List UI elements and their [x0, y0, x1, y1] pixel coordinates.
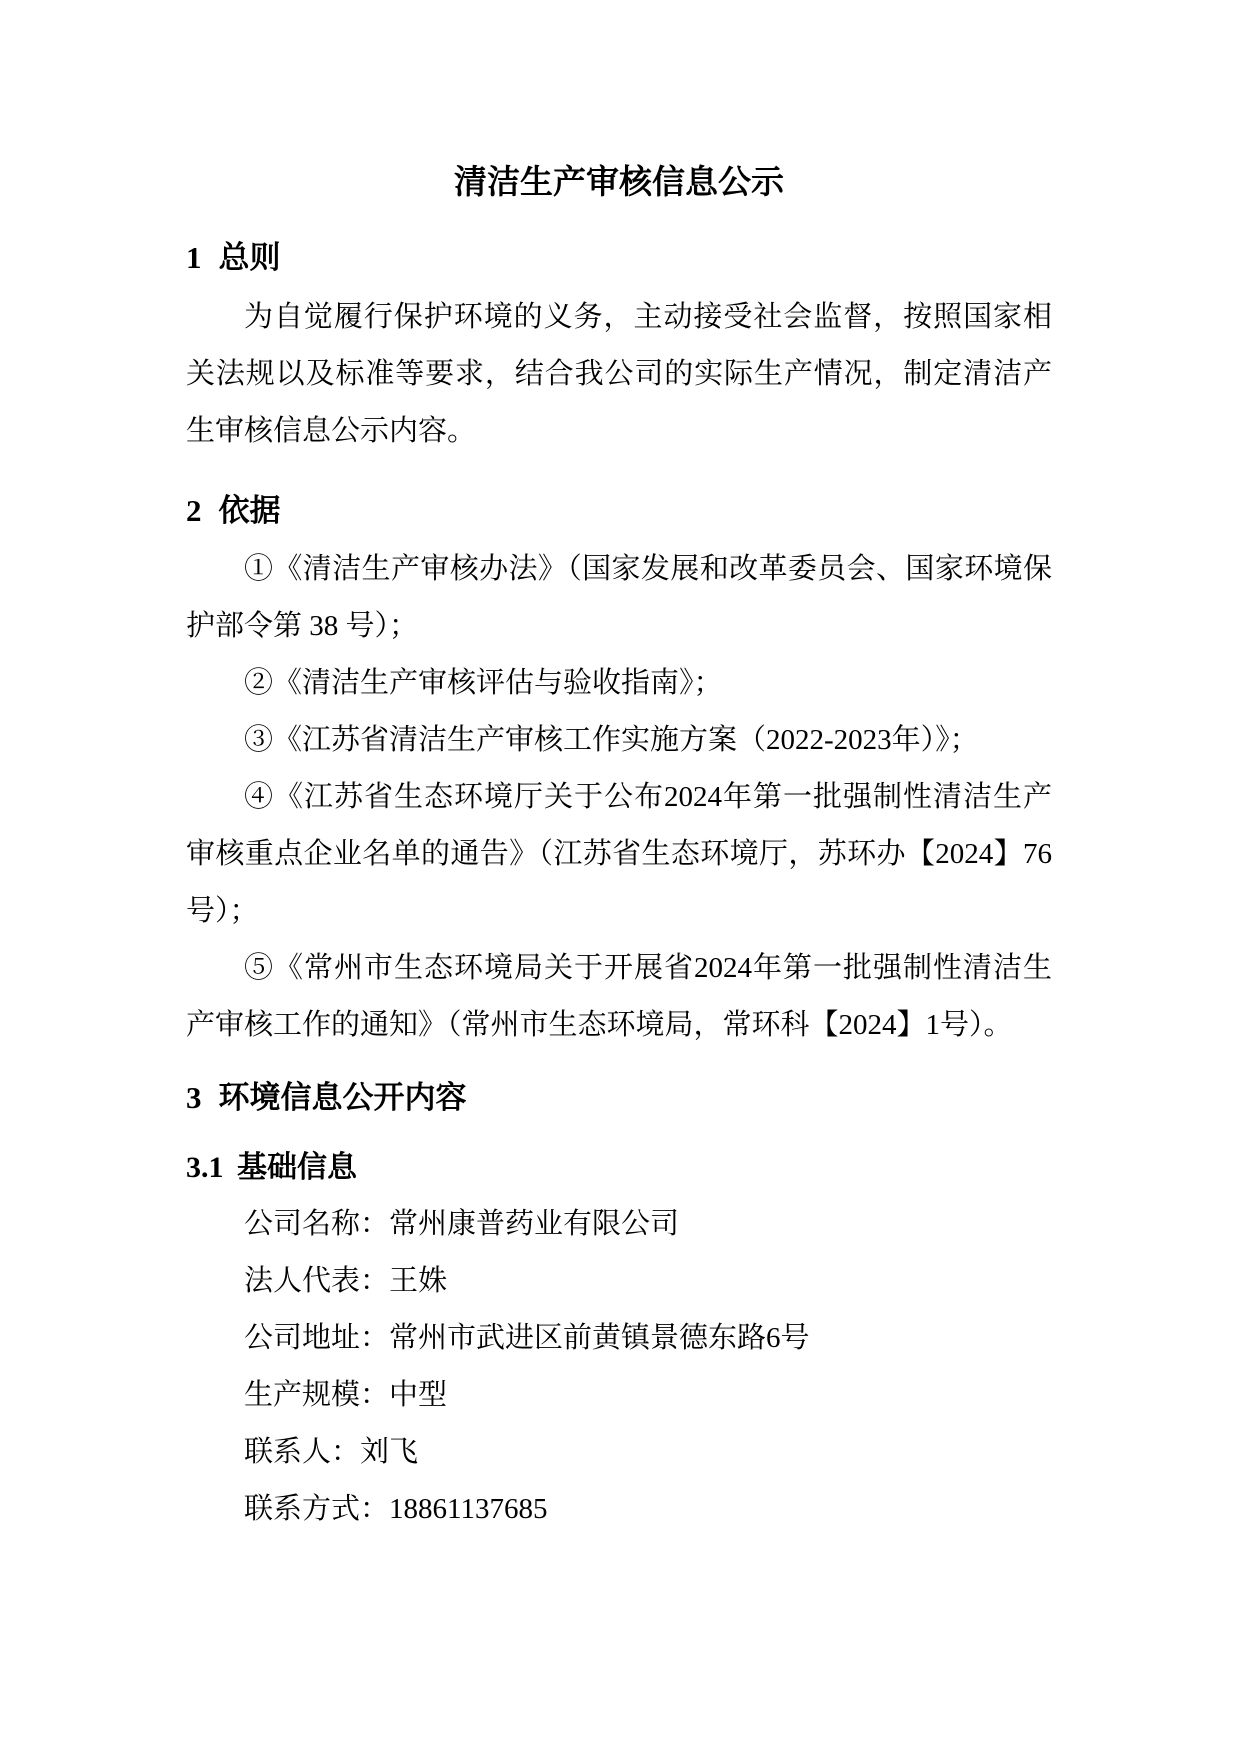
subsection-basic-info-number: 3.1	[186, 1151, 224, 1184]
field-company-address	[186, 1310, 1052, 1367]
document-title: 清洁生产审核信息公示	[454, 165, 784, 201]
basis-item-5: ⑤《常州市生态环境局关于开展省2024年第一批强制性清洁生产审核工作的通知》（常州市生态环境局，常环科【2024】1号）。	[186, 952, 1052, 1041]
field-contact-phone-value: 18861137685	[389, 1493, 548, 1525]
section-basis-title: 依据	[218, 493, 281, 528]
field-production-scale-label: 生产规模：	[244, 1379, 390, 1411]
basis-item-4: ④《江苏省生态环境厅关于公布2024年第一批强制性清洁生产审核重点企业名单的通告》（江苏省生态环境厅，苏环办【2024】76号）；	[186, 781, 1052, 927]
subsection-basic-info-heading	[186, 1150, 1052, 1186]
section-basis-heading	[186, 492, 1052, 530]
field-contact-person-label: 联系人：	[244, 1436, 361, 1468]
basis-item-3: ③《江苏省清洁生产审核工作实施方案（2022-2023年）》；	[244, 724, 979, 756]
section-disclosure-heading	[186, 1079, 1052, 1117]
section-general-number: 1	[186, 240, 202, 275]
field-contact-phone	[186, 1481, 1052, 1538]
field-production-scale	[186, 1367, 1052, 1424]
field-company-name-value: 常州康普药业有限公司	[389, 1208, 680, 1240]
basis-item-list	[186, 541, 1052, 1054]
field-contact-person-value: 刘飞	[360, 1436, 419, 1468]
basic-info-list	[186, 1196, 1052, 1538]
field-legal-representative	[186, 1253, 1052, 1310]
section-general-title: 总则	[218, 240, 281, 275]
section-general-paragraph: 为自觉履行保护环境的义务，主动接受社会监督，按照国家相关法规以及标准等要求，结合我公司的实际生产情况，制定清洁产生审核信息公示内容。	[186, 301, 1052, 447]
basis-item-2: ②《清洁生产审核评估与验收指南》；	[244, 667, 723, 699]
basis-item-1: ①《清洁生产审核办法》（国家发展和改革委员会、国家环境保护部令第 38 号）；	[186, 553, 1052, 642]
section-basis-number: 2	[186, 493, 202, 528]
field-company-address-label: 公司地址：	[244, 1322, 390, 1354]
subsection-basic-info-title: 基础信息	[237, 1151, 357, 1184]
field-legal-representative-label: 法人代表：	[244, 1265, 390, 1297]
field-legal-representative-value: 王姝	[389, 1265, 448, 1297]
section-disclosure-title: 环境信息公开内容	[218, 1080, 467, 1115]
field-contact-person	[186, 1424, 1052, 1481]
section-general-heading	[186, 239, 1052, 277]
field-company-address-value: 常州市武进区前黄镇景德东路6号	[389, 1322, 810, 1354]
field-contact-phone-label: 联系方式：	[244, 1493, 390, 1525]
field-company-name	[186, 1196, 1052, 1253]
section-disclosure-number: 3	[186, 1080, 202, 1115]
field-production-scale-value: 中型	[389, 1379, 448, 1411]
field-company-name-label: 公司名称：	[244, 1208, 390, 1240]
